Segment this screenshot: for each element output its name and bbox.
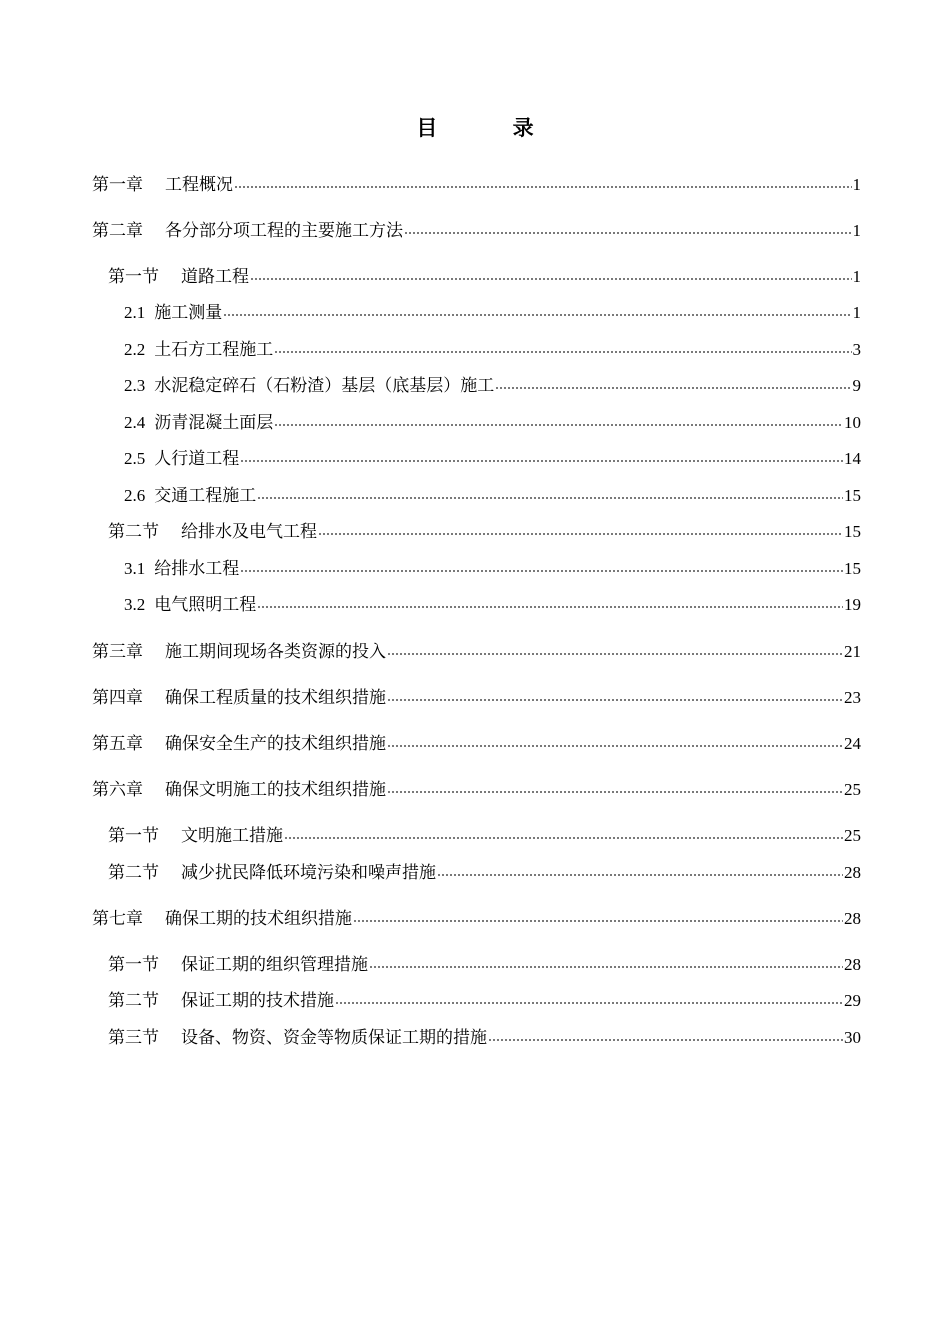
toc-entry[interactable]	[92, 219, 861, 243]
entry-title: 施工期间现场各类资源的投入	[165, 642, 386, 661]
entry-number: 第六章	[92, 780, 143, 799]
dot-leader	[387, 744, 843, 748]
entry-title: 工程概况	[165, 175, 233, 194]
entry-title: 道路工程	[181, 267, 249, 286]
dot-leader	[488, 1038, 843, 1042]
toc-entry[interactable]	[92, 778, 861, 802]
entry-number: 第四章	[92, 688, 143, 707]
entry-page-number: 1	[852, 267, 861, 286]
entry-number: 第七章	[92, 909, 143, 928]
entry-number: 第一节	[108, 826, 159, 845]
entry-page-number: 15	[844, 522, 861, 541]
toc-entry[interactable]	[92, 640, 861, 664]
entry-page-number: 1	[852, 175, 861, 194]
entry-page-number: 1	[852, 221, 861, 240]
entry-page-number: 3	[852, 340, 861, 359]
dot-leader	[387, 652, 843, 656]
entry-number: 第一节	[108, 955, 159, 974]
entry-page-number: 9	[852, 376, 861, 395]
dot-leader	[257, 496, 843, 500]
toc-entry[interactable]	[124, 447, 861, 471]
entry-title: 施工测量	[154, 303, 223, 322]
entry-title: 文明施工措施	[181, 826, 283, 845]
toc-entry[interactable]	[124, 374, 861, 398]
entry-page-number: 15	[844, 559, 861, 578]
entry-title: 给排水及电气工程	[181, 522, 317, 541]
entry-page-number: 15	[844, 486, 861, 505]
entry-number: 第五章	[92, 734, 143, 753]
dot-leader	[240, 459, 843, 463]
toc-entry[interactable]	[124, 484, 861, 508]
entry-title: 人行道工程	[154, 449, 240, 468]
page-title: 目 录	[416, 116, 568, 140]
entry-page-number: 29	[844, 991, 861, 1010]
entry-title: 确保工期的技术组织措施	[165, 909, 352, 928]
entry-number: 2.1	[124, 303, 146, 322]
entry-number: 第三节	[108, 1028, 159, 1047]
dot-leader	[318, 532, 843, 536]
dot-leader	[223, 313, 851, 317]
entry-number: 第三章	[92, 642, 143, 661]
entry-title: 确保工程质量的技术组织措施	[165, 688, 386, 707]
entry-page-number: 25	[844, 780, 861, 799]
dot-leader	[250, 277, 852, 281]
entry-title: 保证工期的技术措施	[181, 991, 334, 1010]
entry-page-number: 14	[844, 449, 861, 468]
entry-number: 2.5	[124, 449, 146, 468]
toc-entry[interactable]	[92, 686, 861, 710]
toc-entry[interactable]	[108, 824, 861, 848]
dot-leader	[404, 231, 852, 235]
entry-page-number: 10	[844, 413, 861, 432]
toc-entry[interactable]	[92, 907, 861, 931]
entry-title: 给排水工程	[154, 559, 240, 578]
entry-page-number: 30	[844, 1028, 861, 1047]
entry-page-number: 28	[844, 863, 861, 882]
entry-number: 第一节	[108, 267, 159, 286]
entry-page-number: 28	[844, 909, 861, 928]
dot-leader	[387, 698, 843, 702]
dot-leader	[240, 569, 843, 573]
entry-title: 电气照明工程	[154, 595, 257, 614]
entry-number: 3.1	[124, 559, 146, 578]
entry-number: 第二章	[92, 221, 143, 240]
dot-leader	[234, 185, 852, 189]
toc-entry[interactable]	[124, 411, 861, 435]
toc-entry[interactable]	[108, 1026, 861, 1050]
entry-page-number: 21	[844, 642, 861, 661]
entry-title: 减少扰民降低环境污染和噪声措施	[181, 863, 436, 882]
entry-number: 2.6	[124, 486, 146, 505]
entry-title: 确保安全生产的技术组织措施	[165, 734, 386, 753]
entry-number: 2.3	[124, 376, 146, 395]
dot-leader	[335, 1001, 843, 1005]
toc-entry[interactable]	[124, 338, 861, 362]
dot-leader	[274, 350, 851, 354]
entry-number: 第一章	[92, 175, 143, 194]
toc-entry[interactable]	[108, 989, 861, 1013]
entry-title: 沥青混凝土面层	[154, 413, 274, 432]
entry-title: 保证工期的组织管理措施	[181, 955, 368, 974]
entry-page-number: 25	[844, 826, 861, 845]
dot-leader	[257, 605, 843, 609]
entry-number: 第二节	[108, 863, 159, 882]
entry-title: 土石方工程施工	[154, 340, 274, 359]
toc-entry[interactable]	[108, 953, 861, 977]
dot-leader	[495, 386, 851, 390]
entry-title: 确保文明施工的技术组织措施	[165, 780, 386, 799]
toc-entry[interactable]	[108, 861, 861, 885]
entry-number: 2.4	[124, 413, 146, 432]
dot-leader	[437, 873, 843, 877]
entry-title: 交通工程施工	[154, 486, 257, 505]
toc-entry[interactable]	[92, 732, 861, 756]
entry-page-number: 1	[852, 303, 861, 322]
entry-page-number: 24	[844, 734, 861, 753]
entry-number: 3.2	[124, 595, 146, 614]
dot-leader	[284, 836, 843, 840]
entry-number: 2.2	[124, 340, 146, 359]
toc-entry[interactable]	[92, 173, 861, 197]
entry-title: 各分部分项工程的主要施工方法	[165, 221, 403, 240]
entry-number: 第二节	[108, 522, 159, 541]
entry-page-number: 19	[844, 595, 861, 614]
toc-entry[interactable]	[124, 593, 861, 617]
entry-number: 第二节	[108, 991, 159, 1010]
entry-title: 设备、物资、资金等物质保证工期的措施	[181, 1028, 487, 1047]
toc-entry[interactable]	[124, 557, 861, 581]
toc-entry[interactable]	[124, 301, 861, 325]
dot-leader	[353, 919, 843, 923]
dot-leader	[387, 790, 843, 794]
entry-title: 水泥稳定碎石（石粉渣）基层（底基层）施工	[154, 376, 495, 395]
entry-page-number: 23	[844, 688, 861, 707]
toc-entry[interactable]	[108, 520, 861, 544]
dot-leader	[274, 423, 843, 427]
dot-leader	[369, 965, 843, 969]
entry-page-number: 28	[844, 955, 861, 974]
toc-entry[interactable]	[108, 265, 861, 289]
